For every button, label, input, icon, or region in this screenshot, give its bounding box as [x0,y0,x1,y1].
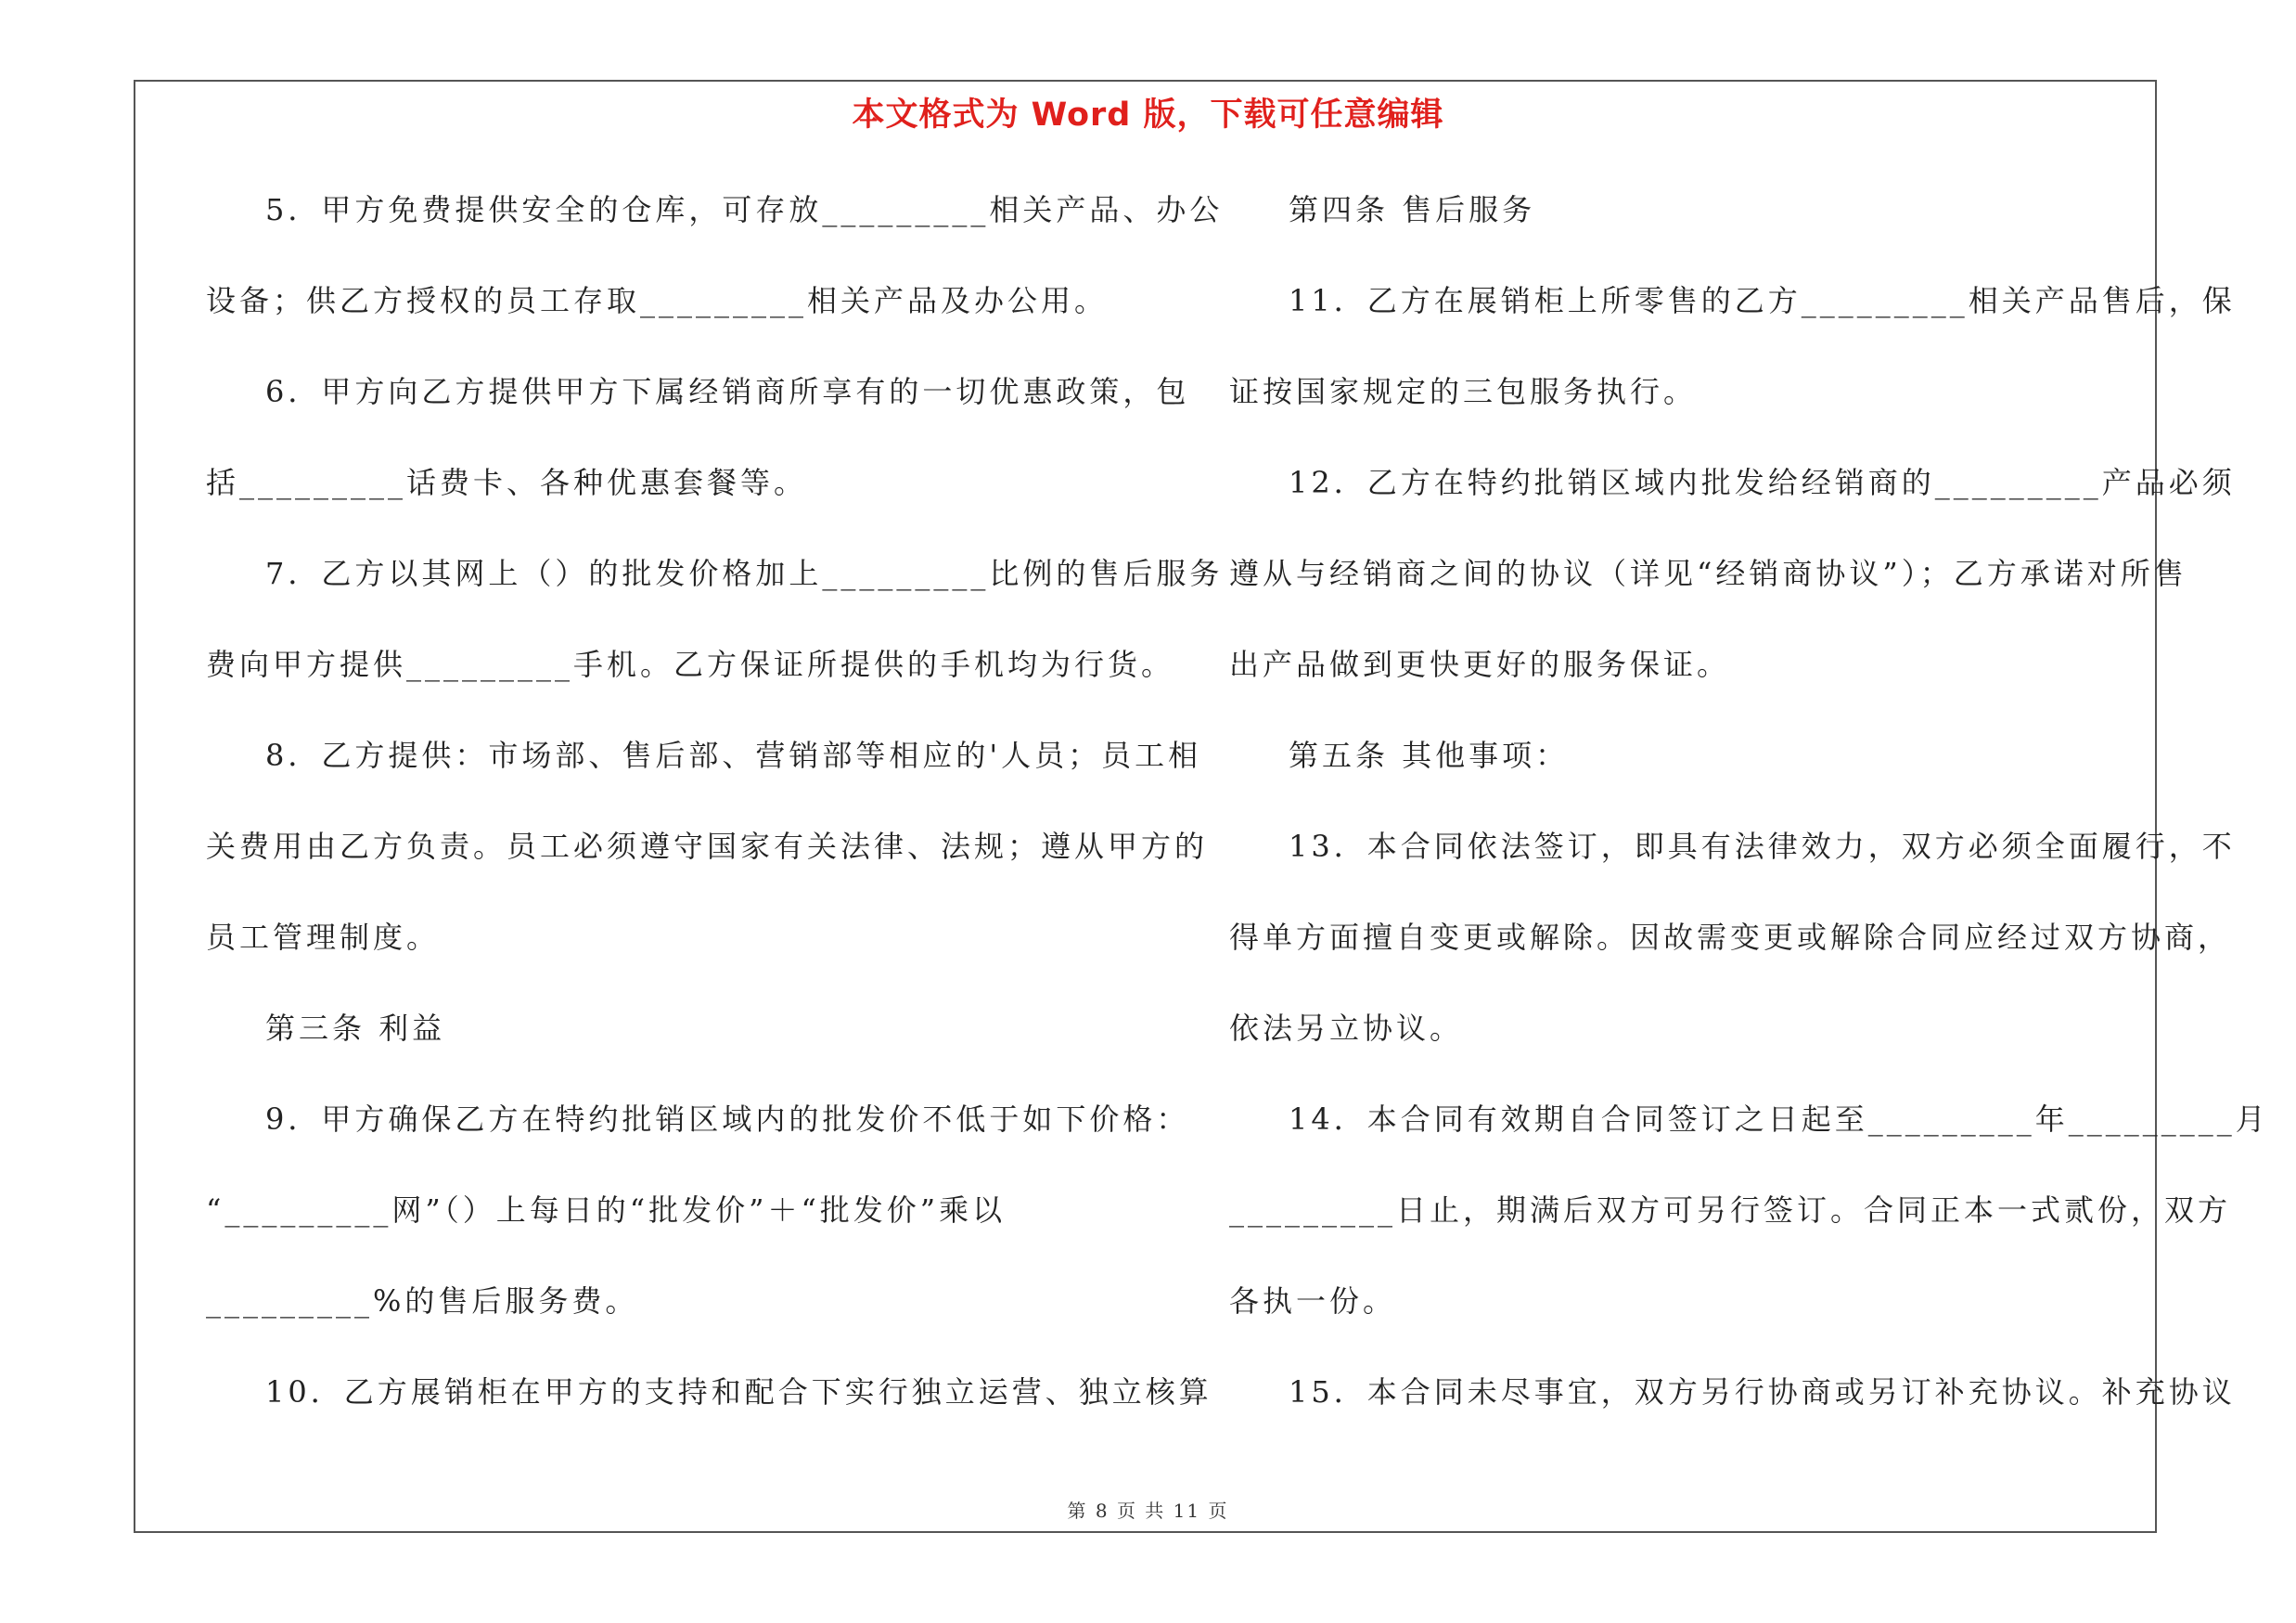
text-line: 得单方面擅自变更或解除。因故需变更或解除合同应经过双方协商， [1229,920,2232,955]
text-line: 出产品做到更快更好的服务保证。 [1229,647,1731,682]
text-line: 11．乙方在展销柜上所零售的乙方_________相关产品售后，保 [1289,283,2236,318]
text-line: 证按国家规定的三包服务执行。 [1229,374,1698,409]
text-line: 12．乙方在特约批销区域内批发给经销商的_________产品必须 [1289,465,2236,500]
text-line: 员工管理制度。 [206,920,441,955]
text-line: 各执一份。 [1229,1283,1397,1319]
text-line: 关费用由乙方负责。员工必须遵守国家有关法律、法规；遵从甲方的 [206,829,1209,864]
page-number: 第 8 页 共 11 页 [1067,1500,1229,1522]
text-line: 依法另立协议。 [1229,1011,1464,1046]
left-column [206,182,1224,1455]
section-heading: 第四条 售后服务 [1289,192,1536,227]
section-heading: 第五条 其他事项： [1289,738,1570,773]
text-line: 8．乙方提供：市场部、售后部、营销部等相应的'人员；员工相 [265,738,1202,773]
text-line: 括_________话费卡、各种优惠套餐等。 [206,465,808,500]
text-line: 7．乙方以其网上（）的批发价格加上_________比例的售后服务 [265,556,1224,591]
text-line: 费向甲方提供_________手机。乙方保证所提供的手机均为行货。 [206,647,1175,682]
text-line: 5．甲方免费提供安全的仓库，可存放_________相关产品、办公 [265,192,1224,227]
text-line: 14．本合同有效期自合同签订之日起至_________年_________月 [1289,1101,2269,1137]
text-line: 15．本合同未尽事宜，双方另行协商或另订补充协议。补充协议 [1289,1374,2236,1410]
right-column [1229,182,2269,1455]
text-line: 遵从与经销商之间的协议（详见“经销商协议”）；乙方承诺对所售 [1229,556,2187,591]
format-banner: 本文格式为 Word 版，下载可任意编辑 [852,97,1444,134]
text-line: _________%的售后服务费。 [206,1283,639,1319]
text-line: 10．乙方展销柜在甲方的支持和配合下实行独立运营、独立核算 [265,1374,1212,1410]
text-line: 13．本合同依法签订，即具有法律效力，双方必须全面履行，不 [1289,829,2236,864]
text-line: _________日止，期满后双方可另行签订。合同正本一式贰份，双方 [1229,1192,2232,1228]
text-line: “_________网”（）上每日的“批发价”＋“批发价”乘以 [206,1192,1007,1228]
section-heading: 第三条 利益 [265,1011,446,1046]
text-line: 6．甲方向乙方提供甲方下属经销商所享有的一切优惠政策，包 [265,374,1190,409]
text-line: 设备；供乙方授权的员工存取_________相关产品及办公用。 [206,283,1109,318]
text-line: 9．甲方确保乙方在特约批销区域内的批发价不低于如下价格： [265,1101,1190,1137]
